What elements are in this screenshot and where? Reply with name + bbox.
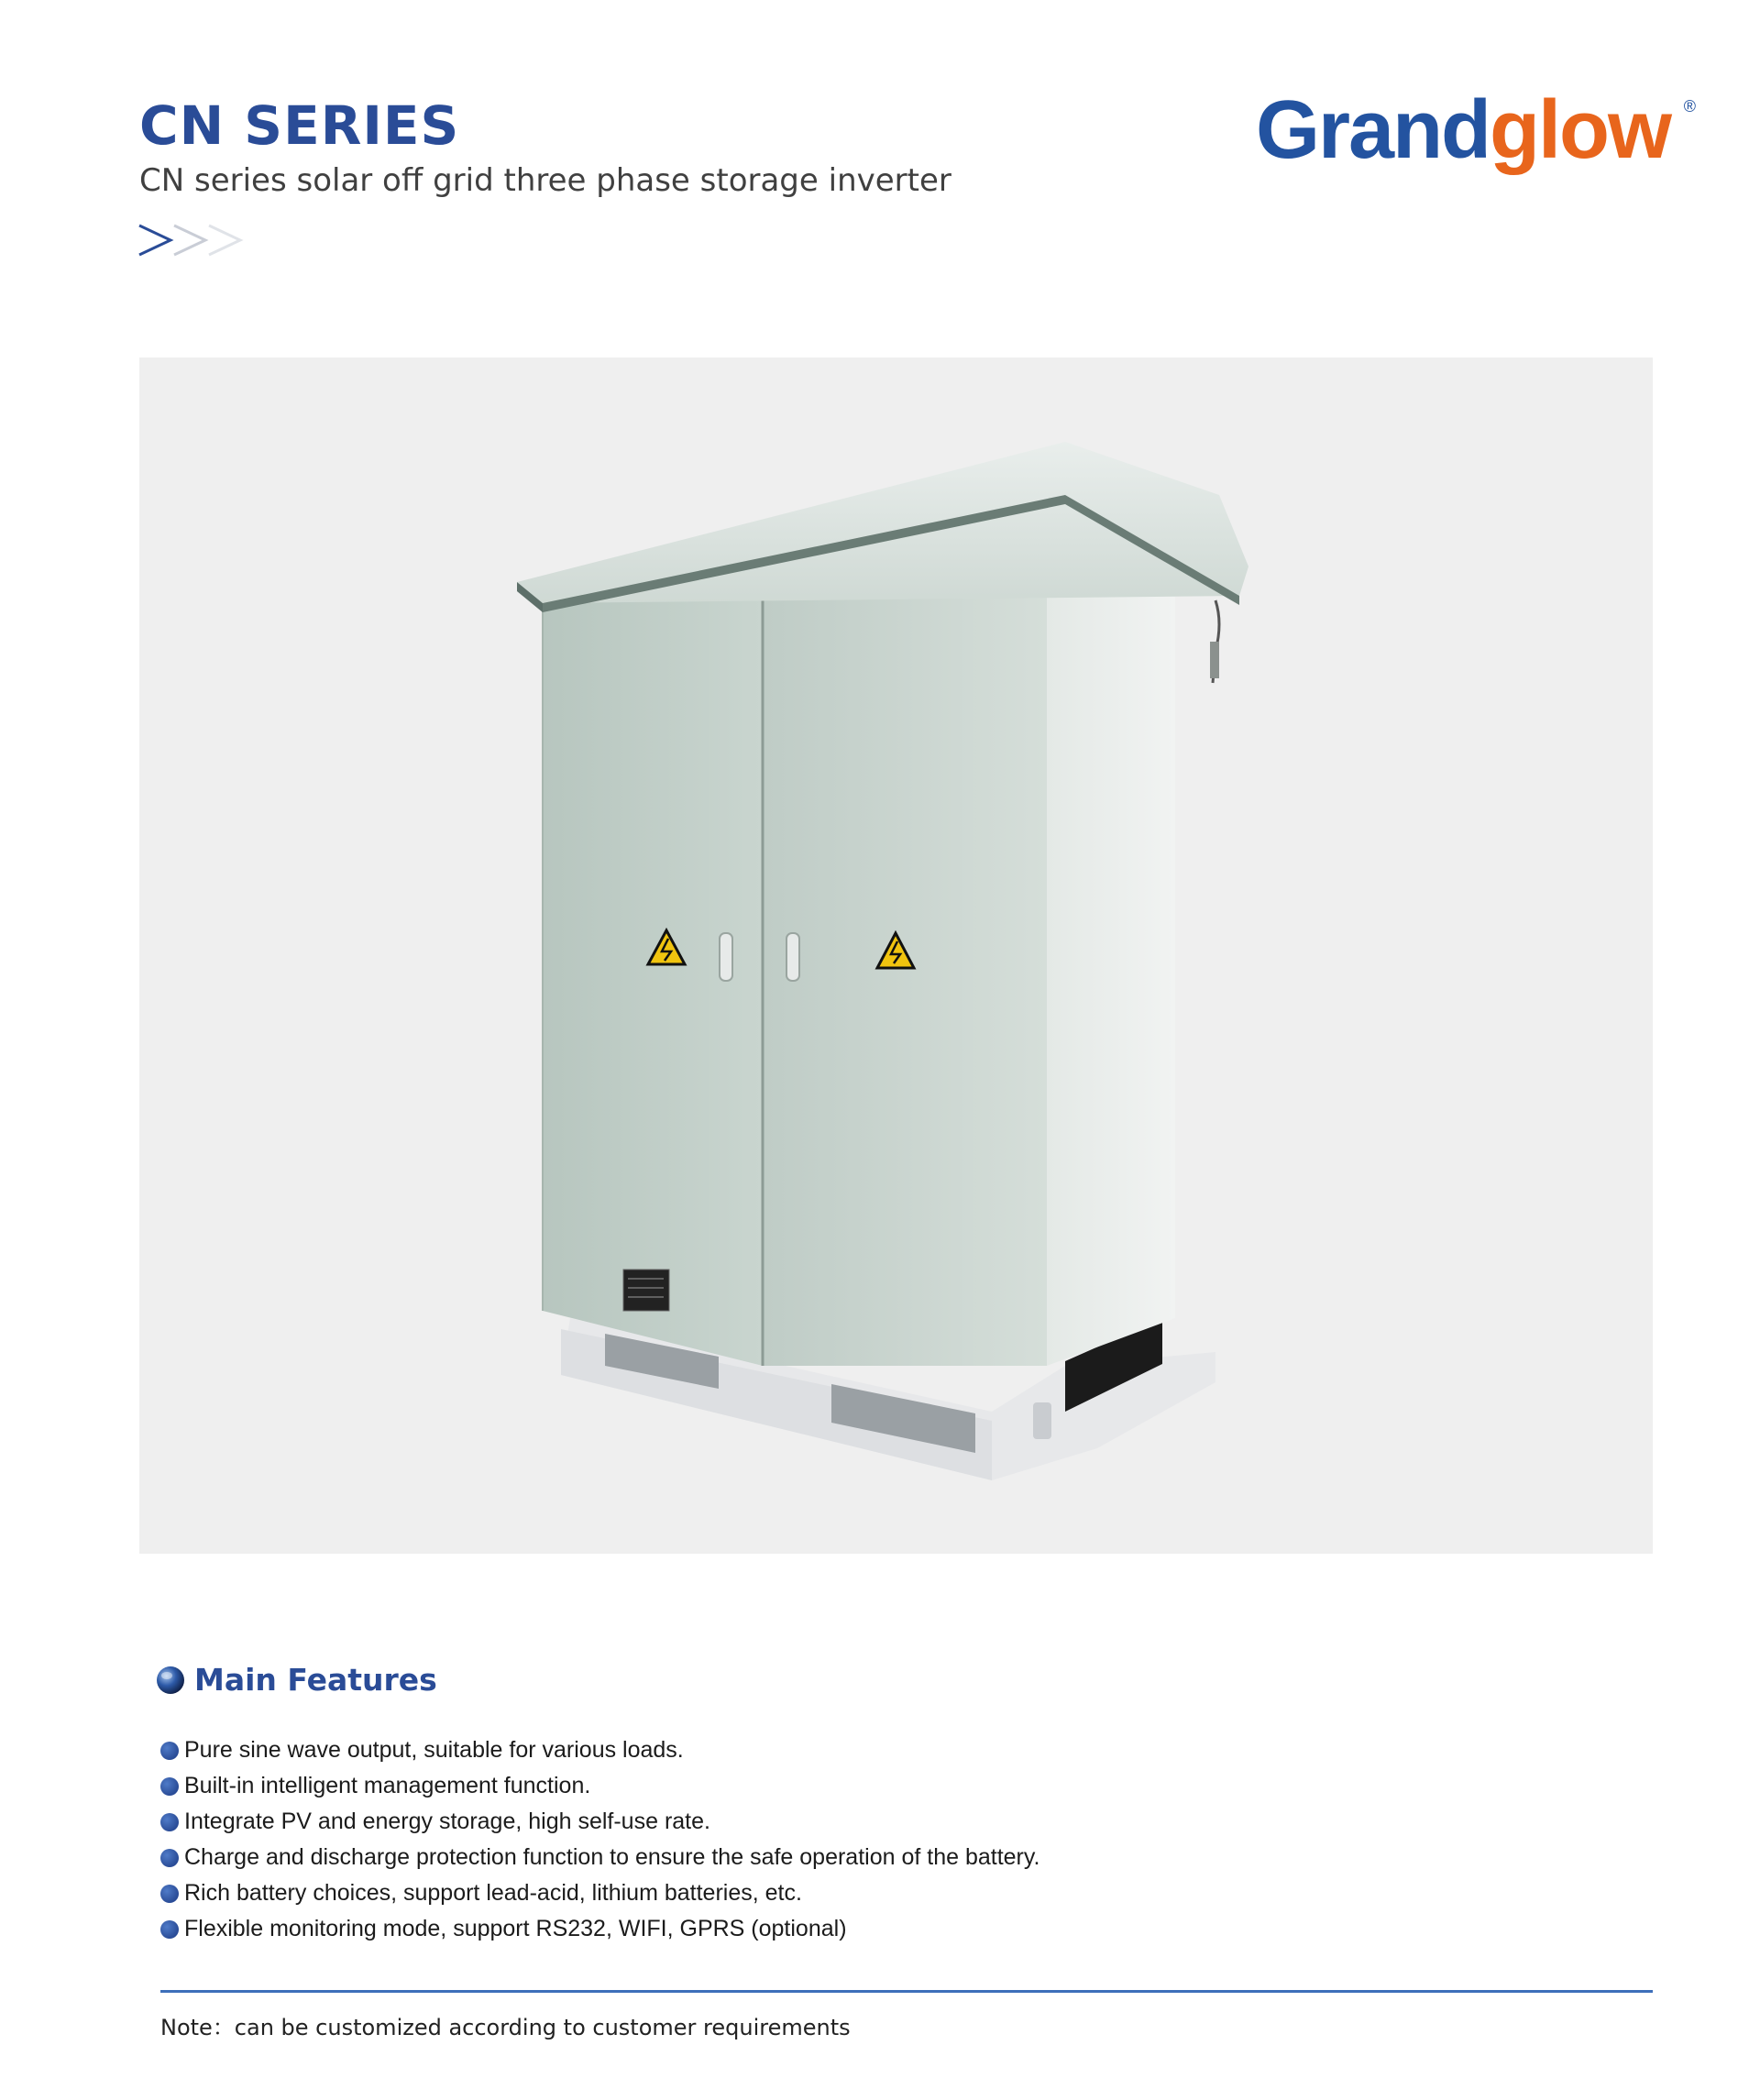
bullet-dot-icon (160, 1742, 179, 1760)
footer-note: Note：can be customized according to customer requirements (160, 2015, 851, 2040)
features-list (160, 1732, 1040, 1947)
features-heading (156, 1662, 437, 1698)
brand-logo (1256, 84, 1695, 176)
page-subtitle: CN series solar off grid three phase storage inverter (139, 162, 952, 199)
inverter-cabinet-illustration (139, 357, 1653, 1554)
bullet-dot-icon (160, 1813, 179, 1831)
list-item: Flexible monitoring mode, support RS232, WIFI, GPRS (optional) (160, 1911, 1040, 1947)
bullet-dot-icon (160, 1849, 179, 1867)
list-item: Pure sine wave output, suitable for various loads. (160, 1732, 1040, 1768)
chevrons-decoration-icon (138, 224, 257, 257)
list-item: Integrate PV and energy storage, high self-use rate. (160, 1804, 1040, 1840)
page-title: CN SERIES (139, 94, 460, 157)
registered-mark: ® (1683, 97, 1695, 115)
bullet-dot-icon (160, 1777, 179, 1796)
product-photo (139, 357, 1653, 1554)
logo-text-grand: Grand (1256, 84, 1490, 176)
bullet-dot-icon (160, 1885, 179, 1903)
bullet-dot-icon (160, 1920, 179, 1939)
globe-bullet-icon (156, 1666, 185, 1695)
footer-divider (160, 1990, 1653, 1993)
list-item: Charge and discharge protection function to ensure the safe operation of the battery. (160, 1840, 1040, 1875)
list-item: Rich battery choices, support lead-acid, lithium batteries, etc. (160, 1875, 1040, 1911)
logo-text-glow: glow (1490, 84, 1671, 176)
features-heading-text: Main Features (194, 1662, 437, 1698)
list-item: Built-in intelligent management function. (160, 1768, 1040, 1804)
